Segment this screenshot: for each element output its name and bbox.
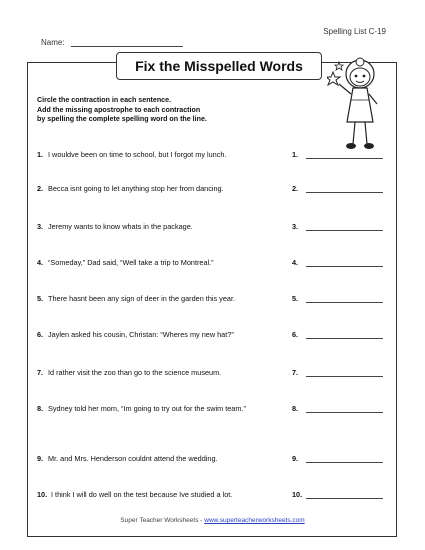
worksheet-title: Fix the Misspelled Words (116, 52, 322, 80)
sentence-item (37, 222, 393, 246)
footer-link[interactable]: www.superteacherworksheets.com (204, 517, 305, 524)
item-sentence: Jeremy wants to know whats in the package. (48, 222, 193, 231)
sentence-item (37, 150, 393, 174)
item-number: 3. (37, 222, 44, 231)
item-number: 2. (37, 184, 44, 193)
sentence-item (37, 404, 393, 428)
sentence-item (37, 490, 393, 514)
name-label: Name: (41, 38, 65, 47)
answer-number: 9. (292, 454, 299, 463)
item-sentence: Id rather visit the zoo than go to the science museum. (48, 368, 222, 377)
answer-number: 3. (292, 222, 299, 231)
answer-number: 10. (292, 490, 303, 499)
item-sentence: Sydney told her mom, “Im going to try out for the swim team.” (48, 404, 246, 413)
answer-line[interactable] (306, 266, 383, 267)
cartoon-girl-with-stars-icon (327, 56, 383, 160)
item-sentence: Becca isnt going to let anything stop her from dancing. (48, 184, 224, 193)
sentence-item (37, 330, 393, 354)
item-number: 8. (37, 404, 44, 413)
footer-separator: - (200, 517, 203, 524)
footer-brand: Super Teacher Worksheets (120, 517, 199, 524)
item-number: 7. (37, 368, 44, 377)
answer-line[interactable] (306, 338, 383, 339)
answer-number: 2. (292, 184, 299, 193)
answer-line[interactable] (306, 376, 383, 377)
instruction-line: Circle the contraction in each sentence. (37, 96, 172, 104)
answer-number: 1. (292, 150, 299, 159)
sentence-item (37, 294, 393, 318)
answer-number: 4. (292, 258, 299, 267)
footer (0, 517, 425, 524)
answer-line[interactable] (306, 230, 383, 231)
item-sentence: I wouldve been on time to school, but I forgot my lunch. (48, 150, 227, 159)
answer-line[interactable] (306, 192, 383, 193)
item-sentence: Jaylen asked his cousin, Christan: “Wheres my new hat?” (48, 330, 234, 339)
answer-line[interactable] (306, 158, 383, 159)
item-number: 5. (37, 294, 44, 303)
item-number: 4. (37, 258, 44, 267)
item-number: 6. (37, 330, 44, 339)
instructions (37, 96, 317, 125)
answer-line[interactable] (306, 462, 383, 463)
sentence-item (37, 368, 393, 392)
item-sentence: Mr. and Mrs. Henderson couldnt attend the wedding. (48, 454, 218, 463)
sentence-item (37, 258, 393, 282)
answer-number: 6. (292, 330, 299, 339)
instruction-line: by spelling the complete spelling word on the line. (37, 115, 207, 123)
answer-line[interactable] (306, 412, 383, 413)
answer-number: 5. (292, 294, 299, 303)
item-sentence: There hasnt been any sign of deer in the garden this year. (48, 294, 236, 303)
name-row (41, 38, 183, 47)
sentence-item (37, 454, 393, 478)
item-sentence: I think I will do well on the test because Ive studied a lot. (51, 490, 233, 499)
name-line (71, 38, 183, 47)
answer-number: 8. (292, 404, 299, 413)
sentence-item (37, 184, 393, 208)
answer-number: 7. (292, 368, 299, 377)
item-number: 1. (37, 150, 44, 159)
answer-line[interactable] (306, 498, 383, 499)
item-number: 10. (37, 490, 48, 499)
item-number: 9. (37, 454, 44, 463)
instruction-line: Add the missing apostrophe to each contraction (37, 105, 201, 114)
spelling-list-label: Spelling List C-19 (323, 27, 386, 36)
item-sentence: “Someday,” Dad said, “Well take a trip to Montreal.” (48, 258, 214, 267)
answer-line[interactable] (306, 302, 383, 303)
